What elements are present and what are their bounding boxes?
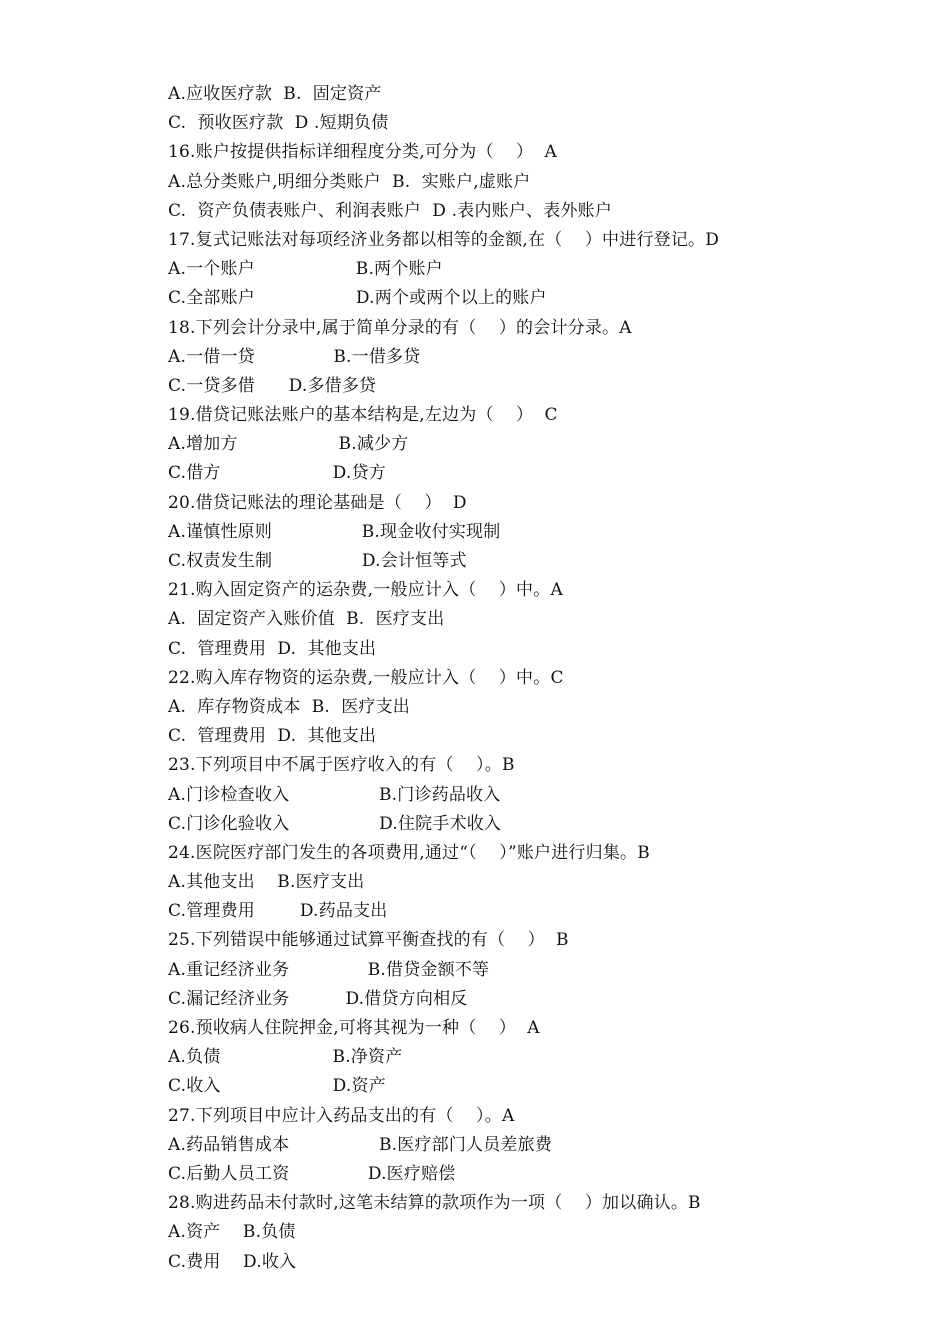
option-line: A.负债 B.净资产 [168,1047,403,1068]
option-line: A.一个账户 B.两个账户 [168,259,443,280]
option-line: A.其他支出 B.医疗支出 [168,872,365,893]
question-line: 22.购入库存物资的运杂费,一般应计入（ ）中。C [168,667,564,688]
option-line: A.重记经济业务 B.借贷金额不等 [168,959,490,980]
question-line: 24.医院医疗部门发生的各项费用,通过“（ ）”账户进行归集。B [168,842,650,863]
question-line: 18.下列会计分录中,属于简单分录的有（ ）的会计分录。A [168,317,632,338]
question-line: 20.借贷记账法的理论基础是（ ） D [168,492,467,513]
option-line: C. 资产负债表账户、利润表账户 D .表内账户、表外账户 [168,200,613,221]
option-line: C.一贷多借 D.多借多贷 [168,375,377,396]
question-line: 19.借贷记账法账户的基本结构是,左边为（ ） C [168,405,558,426]
question-line: 26.预收病人住院押金,可将其视为一种（ ） A [168,1018,540,1038]
option-line: C.借方 D.贷方 [168,463,386,484]
option-line: C.费用 D.收入 [168,1251,297,1272]
question-line: 23.下列项目中不属于医疗收入的有（ ）。B [168,755,515,776]
option-line: C.权责发生制 D.会计恒等式 [168,551,467,571]
option-line: A.一借一贷 B.一借多贷 [168,346,421,367]
option-line: A.增加方 B.减少方 [168,434,409,455]
question-line: 17.复式记账法对每项经济业务都以相等的金额,在（ ）中进行登记。D [168,229,720,250]
question-line: 28.购进药品未付款时,这笔未结算的款项作为一项（ ）加以确认。B [168,1193,701,1214]
question-list [168,80,928,1277]
option-line: A.门诊检查收入 B.门诊药品收入 [168,784,501,805]
option-line: C. 预收医疗款 D .短期负债 [168,113,389,134]
option-line: C.全部账户 D.两个或两个以上的账户 [168,288,547,309]
option-line: C. 管理费用 D. 其他支出 [168,638,377,659]
question-line: 27.下列项目中应计入药品支出的有（ ）。A [168,1105,515,1126]
option-line: A.总分类账户,明细分类账户 B. 实账户,虚账户 [168,171,531,192]
option-line: C.管理费用 D.药品支出 [168,901,388,922]
option-line: C.收入 D.资产 [168,1076,386,1097]
question-line: 21.购入固定资产的运杂费,一般应计入（ ）中。A [168,580,563,601]
option-line: A. 固定资产入账价值 B. 医疗支出 [168,609,445,630]
option-line: C.漏记经济业务 D.借贷方向相反 [168,988,468,1009]
option-line: A.应收医疗款 B. 固定资产 [168,84,382,104]
option-line: A.谨慎性原则 B.现金收付实现制 [168,521,501,542]
option-line: C.后勤人员工资 D.医疗赔偿 [168,1163,456,1184]
option-line: C.门诊化验收入 D.住院手术收入 [168,813,502,834]
question-line: 16.账户按提供指标详细程度分类,可分为（ ） A [168,142,557,163]
option-line: A.药品销售成本 B.医疗部门人员差旅费 [168,1134,553,1155]
option-line: A.资产 B.负债 [168,1222,296,1243]
option-line: A. 库存物资成本 B. 医疗支出 [168,696,410,717]
option-line: C. 管理费用 D. 其他支出 [168,726,377,747]
question-line: 25.下列错误中能够通过试算平衡查找的有（ ） B [168,930,569,951]
